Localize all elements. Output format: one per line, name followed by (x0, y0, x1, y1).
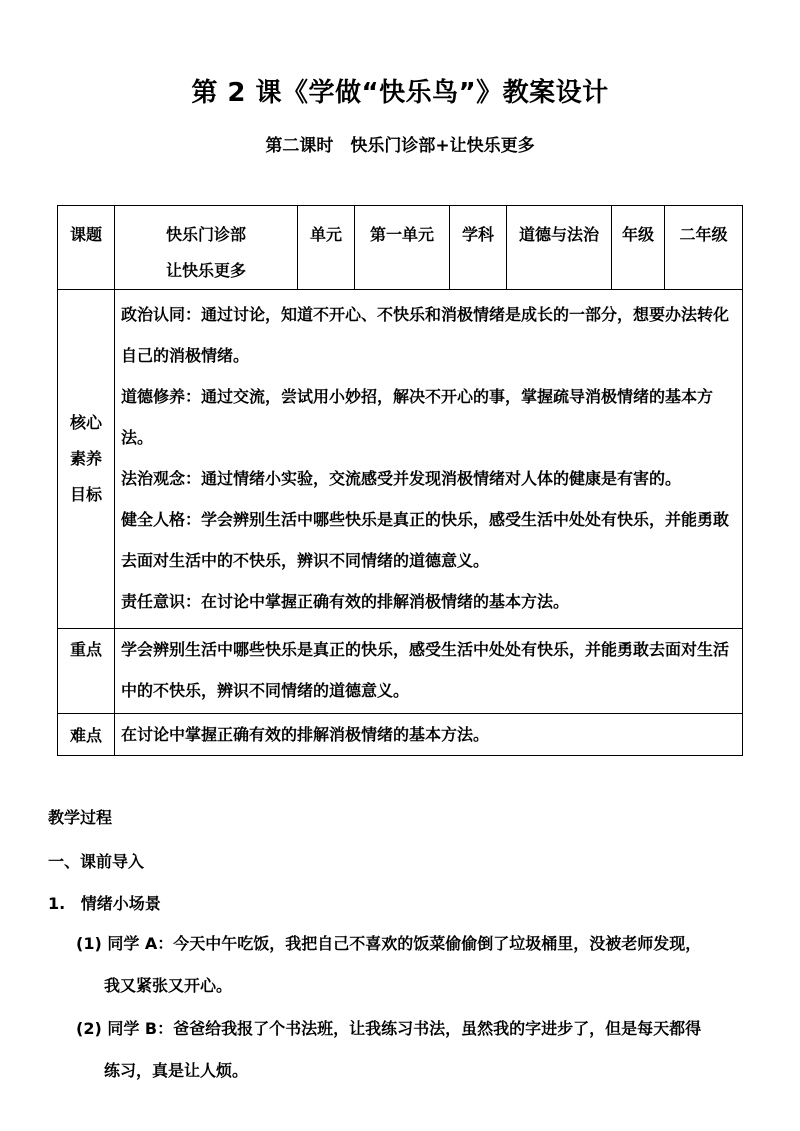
goal-rule-of-law: 法治观念：通过情绪小实验，交流感受并发现消极情绪对人体的健康是有害的。 (121, 469, 682, 488)
teaching-process-heading: 教学过程 (48, 808, 113, 827)
scenario-1-number: (1) (76, 934, 102, 953)
subject-label: 学科 (461, 225, 494, 244)
difficult-point-row (58, 714, 743, 756)
goal-healthy-personality: 健全人格：学会辨别生活中哪些快乐是真正的快乐，感受生活中处处有快乐，并能勇敢去面对生活中的不快乐，辨识不同情绪的道德意义。 (121, 510, 730, 570)
unit-label: 单元 (309, 225, 342, 244)
scenario-2-text: 同学 B：爸爸给我报了个书法班，让我练习书法，虽然我的字进步了，但是每天都得 (107, 1019, 702, 1038)
goal-political-identity: 政治认同：通过讨论，知道不开心、不快乐和消极情绪是成长的一部分，想要办法转化自己的消极情绪。 (121, 305, 730, 365)
topic-label: 课题 (69, 225, 102, 244)
difficult-point-label-cell (58, 714, 115, 756)
goal-moral-cultivation: 道德修养：通过交流，尝试用小妙招，解决不开心的事，掌握疏导消极情绪的基本方法。 (121, 387, 714, 447)
scenario-2-line-1 (76, 1008, 756, 1050)
lesson-info-table (57, 205, 743, 756)
topic-value (115, 206, 297, 289)
subject-value: 道德与法治 (518, 225, 599, 244)
grade-value-cell (665, 206, 743, 290)
topic-value-cell (115, 206, 298, 290)
unit-label-cell (298, 206, 355, 290)
key-point-label-cell (58, 629, 115, 714)
key-point-text: 学会辨别生活中哪些快乐是真正的快乐，感受生活中处处有快乐，并能勇敢去面对生活中的不快乐，辨识不同情绪的道德意义。 (115, 629, 743, 714)
table-header-row (58, 206, 743, 290)
core-goals-row (58, 290, 743, 629)
item-title: 情绪小场景 (80, 894, 161, 913)
difficult-point-text: 在讨论中掌握正确有效的排解消极情绪的基本方法。 (115, 714, 743, 756)
scenario-2-line-2: 练习，真是让人烦。 (104, 1061, 249, 1080)
subject-label-cell (450, 206, 507, 290)
scenario-1-line-2: 我又紧张又开心。 (104, 976, 233, 995)
grade-value: 二年级 (679, 225, 728, 244)
topic-line-2: 让快乐更多 (165, 261, 246, 280)
document-title: 第 2 课《学做“快乐鸟”》教案设计 (191, 78, 609, 108)
grade-label-cell (612, 206, 665, 290)
core-goals-label-line-2: 素养 (69, 449, 102, 468)
scenario-1-text: 同学 A：今天中午吃饭，我把自己不喜欢的饭菜偷偷倒了垃圾桶里，没被老师发现， (107, 934, 702, 953)
scenario-1 (76, 923, 756, 1007)
difficult-point-label: 难点 (69, 726, 102, 745)
unit-value-cell (355, 206, 450, 290)
scenario-1-line-1 (76, 923, 756, 965)
item-number: 1. (48, 894, 66, 913)
goal-responsibility: 责任意识：在讨论中掌握正确有效的排解消极情绪的基本方法。 (121, 592, 570, 611)
core-goals-label-line-3: 目标 (69, 485, 102, 504)
key-point-row (58, 629, 743, 714)
core-goals-content (115, 290, 743, 629)
document-subtitle: 第二课时 快乐门诊部+让快乐更多 (265, 136, 535, 156)
scenario-2-number: (2) (76, 1019, 102, 1038)
item-heading-emotion-scene (48, 891, 161, 914)
core-goals-label-line-1: 核心 (69, 413, 102, 432)
topic-line-1: 快乐门诊部 (165, 225, 246, 244)
section-heading-pre-class: 一、课前导入 (48, 852, 145, 871)
topic-label-cell (58, 206, 115, 290)
key-point-label: 重点 (69, 640, 102, 659)
grade-label: 年级 (621, 225, 654, 244)
subject-value-cell (507, 206, 612, 290)
core-goals-label-cell (58, 290, 115, 629)
unit-value: 第一单元 (369, 225, 434, 244)
scenario-2 (76, 1008, 756, 1092)
